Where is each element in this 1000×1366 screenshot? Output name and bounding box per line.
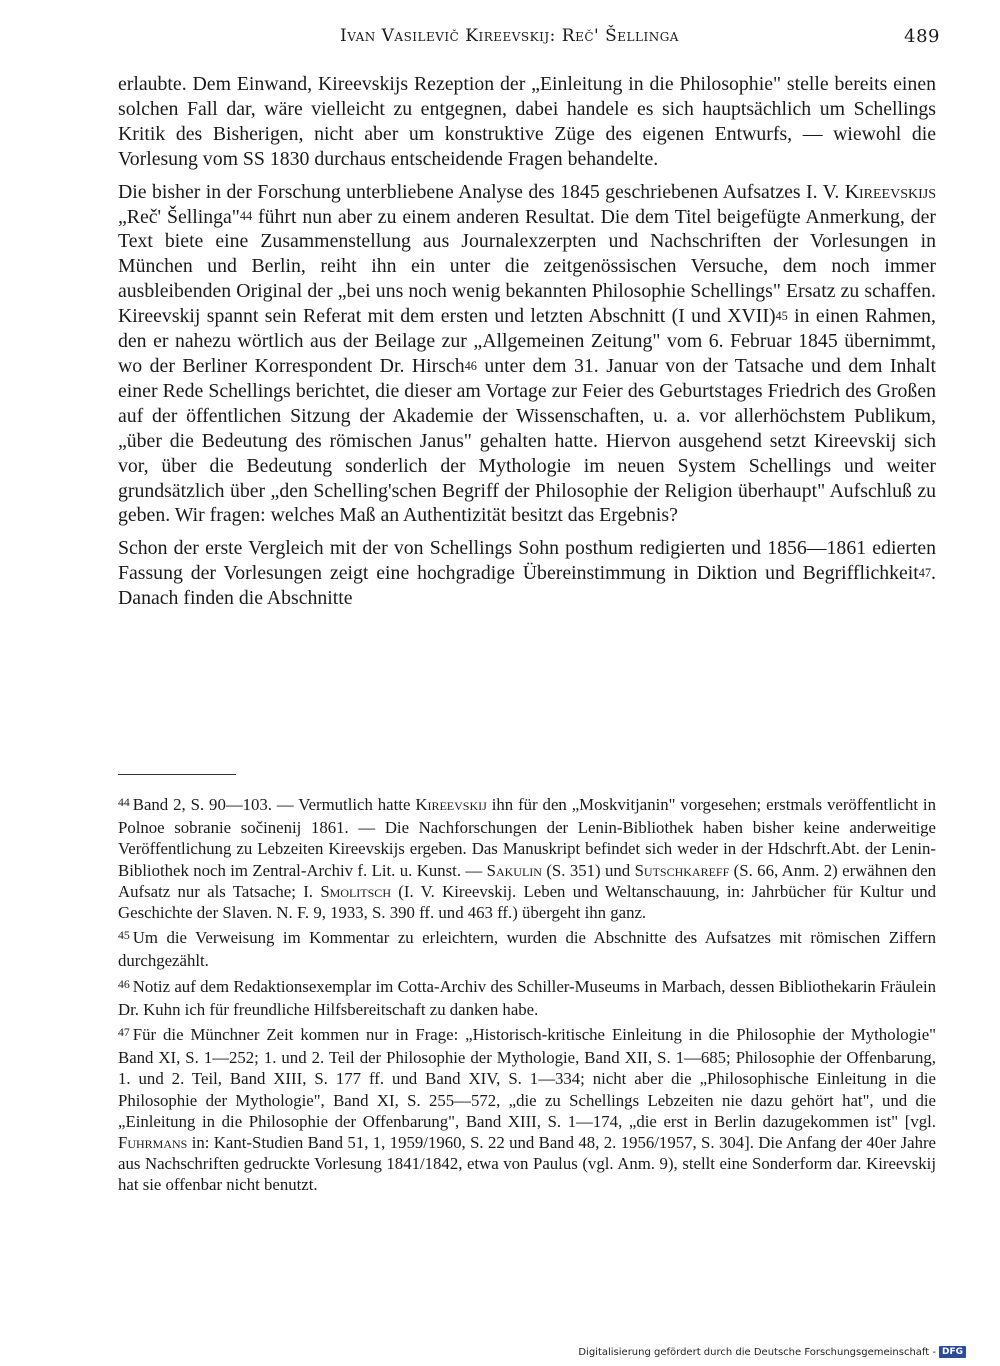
paragraph-2-text-a: Die bisher in der Forschung unterbliebene Analyse des 1845 geschriebenen Aufsatzes I. V. [118,180,845,203]
digitization-note [578,1346,966,1358]
footnote-ref-46: 46 [464,358,477,373]
paragraph-2 [118,180,936,529]
paragraph-3-text-a: Schon der erste Vergleich mit der von Schellings Sohn posthum redigierten und 1856—1861 edierten Fassung der Vorlesungen zeigt eine hochgradige Übereinstimmung in Diktion und Begrifflichkeit [118,537,936,585]
footnote-number: 45 [118,929,130,943]
footnote-number: 46 [118,977,130,991]
paragraph-3 [118,536,936,611]
paragraph-3-text-b: . Danach finden die Abschnitte [118,562,936,610]
paragraph-1: erlaubte. Dem Einwand, Kireevskijs Rezeption der „Einleitung in die Philosophie" stelle bereits einen solchen Fall dar, wäre vielleicht zu entgegnen, dabei handele es sich hauptsächlich um Schellings Kritik des Bisherigen, nicht aber um konstruktive Züge des eigenen Entwurfs, — wiewohl die Vorlesung vom SS 1830 durchaus entscheidende Fragen behandelte. [118,73,936,170]
author-name: Sutschkareff [634,860,730,880]
footnote-text: (S. 351) und [541,860,635,880]
footnotes [118,794,936,1196]
running-head [340,26,940,46]
footnote-text: (S. 66, Anm. 2) erwähnen den Aufsatz nur als Tatsache; I. [118,860,936,901]
footnote-ref-44: 44 [239,209,253,224]
footnote-text: ihn für den „Moskvitjanin" vorgesehen; erstmals veröffentlicht in Polnoe sobranie sočinenij 1861. — Die Nachforschungen der Lenin-Bibliothek haben bisher keine anderweitige Veröffentlichung zu Lebzeiten Kireevskijs ergeben. Das Manuskript befindet sich weder in der Hdschrft.Abt. der Lenin-Bibliothek noch im Zentral-Archiv f. Lit. u. Kunst. — [118,795,936,880]
footnote-text: (I. V. Kireevskij. Leben und Weltanschauung, in: Jahrbücher für Kultur und Geschichte der Slaven. N. F. 9, 1933, S. 390 ff. und 463 ff.) übergeht ihn ganz. [118,881,936,923]
footnote-47 [118,1024,936,1196]
footnote-44 [118,794,936,923]
author-name: Fuhrmans [118,1133,188,1153]
footnote-number: 44 [118,795,130,809]
dfg-logo-icon: DFG [939,1346,966,1358]
author-name: Smolitsch [320,881,391,901]
page-number: 489 [904,26,940,47]
author-name: Kireevskij [415,795,487,814]
author-name: Kireevskijs [844,180,936,203]
paragraph-2-text-d: in einen Rahmen, den er nahezu wörtlich aus der Beilage zur „Allgemeinen Zeitung" vom 6. Februar 1845 übernimmt, wo der Berliner Korrespondent Dr. Hirsch [118,305,936,377]
footnote-text: Um die Verweisung im Kommentar zu erleichtern, wurden die Abschnitte des Aufsatzes mit römischen Ziffern durchgezählt. [118,928,936,971]
paragraph-2-text-e: unter dem 31. Januar von der Tatsache und dem Inhalt einer Rede Schellings berichtet, die dieser am Vortage zur Feier des Geburtstages Friedrich des Großen auf der öffentlichen Sitzung der Akademie der Wissenschaften, u. a. vor allerhöchstem Publikum, „über die Bedeutung des römischen Janus" gehalten hatte. Hiervon ausgehend setzt Kireevskij sich vor, über die Bedeutung sonderlich der Mythologie im neuen System Schellings und weiter grundsätzlich über „den Schelling'schen Begriff der Philosophie der Religion überhaupt" Aufschluß zu geben. Wir fragen: welches Maß an Authentizität besitzt das Ergebnis? [118,354,936,527]
body-text [118,72,936,611]
footnote-text: Für die Münchner Zeit kommen nur in Frage: „Historisch-kritische Einleitung in die Philosophie der Mythologie" Band XI, S. 1—252; 1. und 2. Teil der Philosophie der Mythologie, Band XII, S. 1—685; Philosophie der Offenbarung, 1. und 2. Teil, Band XIII, S. 177 ff. und Band XIV, S. 1—334; nicht aber die „Philosophische Einleitung in die Philosophie der Mythologie", Band XI, S. 255—572, „die zu Schellings Lebzeiten nie dazu gehört hat", und die „Einleitung in die Philosophie der Offenbarung", Band XIII, S. 1—174, „die erst in Berlin dazugekommen ist" [vgl. [118,1025,936,1131]
author-name: Sakulin [486,860,542,880]
footnote-ref-47: 47 [918,565,932,580]
footnote-text: Band 2, S. 90—103. — Vermutlich hatte [132,795,416,814]
footnote-text: Notiz auf dem Redaktionsexemplar im Cotta-Archiv des Schiller-Museums in Marbach, dessen Bibliothekarin Fräulein Dr. Kuhn ich für freundliche Hilfsbereitschaft zu danken habe. [118,976,936,1019]
footnote-number: 47 [118,1025,130,1039]
footnote-46 [118,976,936,1020]
footnote-45 [118,927,936,971]
running-title: Ivan Vasilevič Kireevskij: Reč' Šellinga [340,26,679,46]
digitization-text: Digitalisierung gefördert durch die Deutsche Forschungsgemeinschaft - [578,1346,936,1358]
footnote-divider [118,774,236,775]
footnote-ref-45: 45 [775,308,788,323]
footnote-text: in: Kant-Studien Band 51, 1, 1959/1960, S. 22 und Band 48, 2. 1956/1957, S. 304]. Die Anfang der 40er Jahre aus Nachschriften gedruckte Vorlesung 1841/1842, etwa von Paulus (vgl. Anm. 9), stellt eine Sonderform dar. Kireevskij hat sie offenbar nicht benutzt. [118,1133,936,1195]
paragraph-2-text-b: „Reč' Šellinga" [118,205,240,228]
paragraph-2-text-c: führt nun aber zu einem anderen Resultat. Die dem Titel beigefügte Anmerkung, der Text biete eine Zusammenstellung aus Journalexzerpten und Nachschriften der Vorlesungen in München und Berlin, reiht ihn ein unter die zeitgenössischen Versuche, dem noch immer ausbleibenden Original der „bei uns noch wenig bekannten Philosophie Schellings" Ersatz zu schaffen. Kireevskij spannt sein Referat mit dem ersten und letzten Abschnitt (I und XVII) [118,205,936,328]
